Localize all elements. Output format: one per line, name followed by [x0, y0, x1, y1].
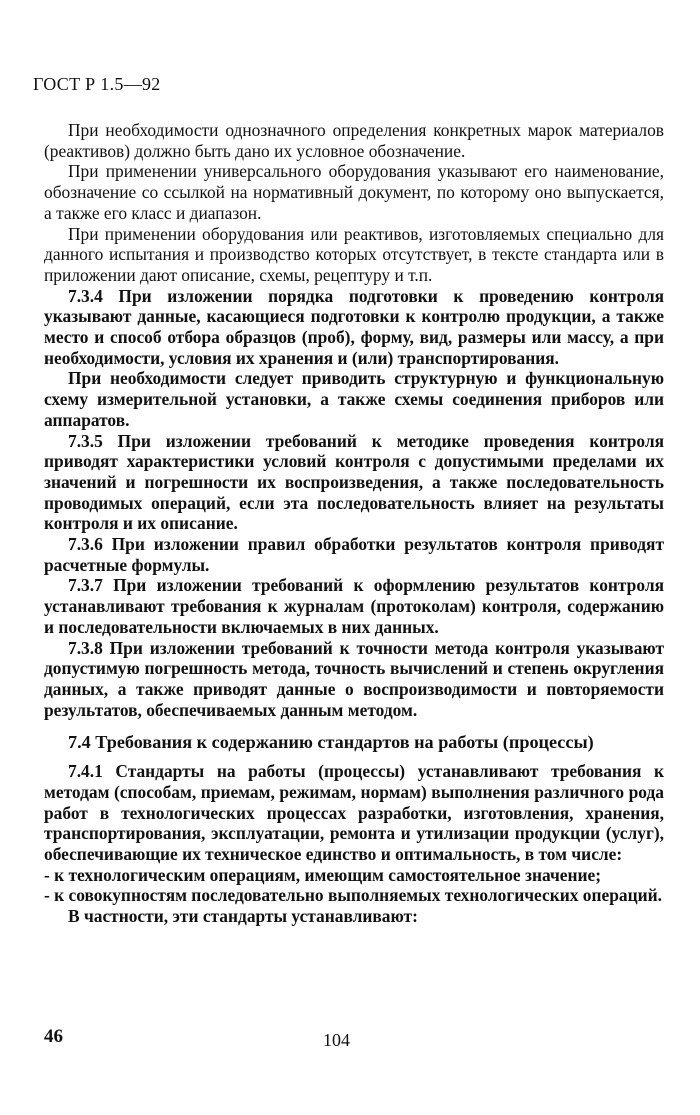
- page-number-left: 46: [44, 1026, 63, 1047]
- paragraph-measurement-scheme: При необходимости следует приводить структурную и функциональную схему измерительной установки, а также схемы соединения приборов или аппаратов.: [44, 368, 664, 430]
- document-body: [44, 120, 664, 927]
- list-item-operation-sets: - к совокупностям последовательно выполняемых технологических операций.: [44, 885, 662, 906]
- paragraph-7-4-1: 7.4.1 Стандарты на работы (процессы) устанавливают требования к методам (способам, приемам, режимам, нормам) выполнения различного рода работ в технологических процессах разработки, изготовления, хранения, транспортирования, эксплуатации, ремонта и утилизации продукции (услуг), обеспечивающие их техническое единство и оптимальность, в том числе:: [44, 761, 664, 864]
- list-item-operations: - к технологическим операциям, имеющим самостоятельное значение;: [44, 864, 602, 885]
- paragraph-universal-equipment: При применении универсального оборудования указывают его наименование, обозначение со ссылкой на нормативный документ, по которому оно выпускается, а также его класс и диапазон.: [44, 161, 664, 223]
- paragraph-special-equipment: При применении оборудования или реактивов, изготовляемых специально для данного испытания и производство которых отсутствует, в тексте стандарта или в приложении дают описание, схемы, рецептуру и т.п.: [44, 223, 664, 285]
- page-number-center: 104: [323, 1030, 350, 1050]
- section-heading-7-4: 7.4 Требования к содержанию стандартов на работы (процессы): [68, 732, 594, 753]
- document-header: ГОСТ Р 1.5—92: [33, 74, 161, 94]
- paragraph-materials-designation: При необходимости однозначного определения конкретных марок материалов (реактивов) должно быть дано их условное обозначение.: [44, 120, 664, 161]
- paragraph-in-particular: В частности, эти стандарты устанавливают:: [68, 906, 418, 927]
- paragraph-7-3-7: 7.3.7 При изложении требований к оформлению результатов контроля устанавливают требования к журналам (протоколам) контроля, содержанию и последовательности включаемых в них данных.: [44, 575, 664, 637]
- paragraph-7-3-8: 7.3.8 При изложении требований к точности метода контроля указывают допустимую погрешность метода, точность вычислений и степень округления данных, а также приводят данные о воспроизводимости и повторяемости результатов, обеспечиваемых данным методом.: [44, 637, 664, 720]
- paragraph-7-3-6: 7.3.6 При изложении правил обработки результатов контроля приводят расчетные формулы.: [44, 534, 664, 575]
- paragraph-7-3-5: 7.3.5 При изложении требований к методике проведения контроля приводят характеристики условий контроля с допустимыми пределами их значений и погрешности их воспроизведения, а также последовательность проводимых операций, если эта последовательность влияет на результаты контроля и их описание.: [44, 430, 664, 534]
- paragraph-7-3-4: 7.3.4 При изложении порядка подготовки к проведению контроля указывают данные, касающиеся подготовки к контролю продукции, а также место и способ отбора образцов (проб), форму, вид, размеры или массу, а при необходимости, условия их хранения и (или) транспортирования.: [44, 285, 664, 368]
